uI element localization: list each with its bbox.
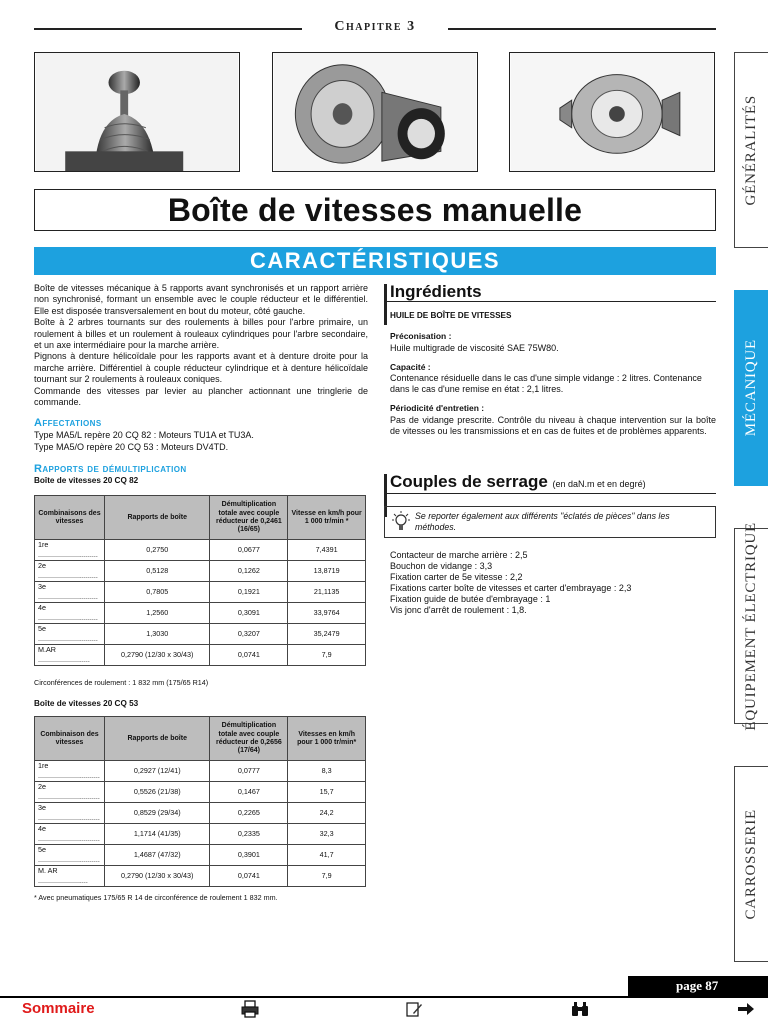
binoculars-icon[interactable] (570, 999, 590, 1019)
col-header: Rapports de boîte (104, 717, 209, 761)
chapter-title: Chapitre 3 (334, 19, 416, 34)
list-item: Vis jonc d'arrêt de roulement : 1,8. (390, 604, 527, 615)
differential-photo (509, 52, 715, 172)
torque-list (384, 550, 716, 616)
ingredient-label: Préconisation : (390, 331, 452, 342)
list-item: Contacteur de marche arrière : 2,5 (390, 549, 528, 560)
page-title-box (34, 189, 716, 231)
clutch-assembly-photo (272, 52, 478, 172)
couples-header (384, 473, 716, 494)
oil-subheading: HUILE DE BOÎTE DE VITESSES (390, 311, 512, 320)
ingredient-label: Capacité : (390, 361, 431, 372)
left-column (34, 283, 368, 902)
table-row: 4e ............................... 1,1714 (41/35) 0,2335 32,3 (35, 824, 366, 845)
couples-heading-line (390, 473, 716, 493)
ingredients-heading: Ingrédients (390, 282, 482, 301)
table-row: 3e .............................. 0,7805 0,1921 21,1135 (35, 582, 366, 603)
table-row: M.AR .......................... 0,2790 (12/30 x 30/43) 0,0741 7,9 (35, 645, 366, 666)
gear-ratio-table-53 (34, 716, 366, 887)
col-header: Vitesses en km/h pour 1 000 tr/min* (288, 717, 366, 761)
intro-paragraph: Boîte de vitesses mécanique à 5 rapports avant synchronisés et un rapport arrière non synchronisé, formant un ensemble avec le couple réducteur et le différentiel. Elle est disposée transversalement en bout du moteur, côté gauche. (34, 283, 368, 316)
col-header: Rapports de boîte (104, 496, 209, 540)
ingredient-text: Huile multigrade de viscosité SAE 75W80. (390, 342, 559, 353)
chapter-rule-left (34, 28, 302, 30)
list-item: Fixations carter boîte de vitesses et carter d'embrayage : 2,3 (390, 582, 632, 593)
list-item: Fixation carter de 5e vitesse : 2,2 (390, 571, 523, 582)
col-header: Démultiplication totale avec couple réducteur de 0,2656 (17/64) (210, 717, 288, 761)
page-title: Boîte de vitesses manuelle (167, 191, 583, 228)
table-row: 2e .............................. 0,5128 0,1262 13,8719 (35, 561, 366, 582)
ingredient-text: Pas de vidange prescrite. Contrôle du niveau à chaque intervention sur la boîte de vitesses ou les transmissions et en cas de fuites et de problèmes apparents. (390, 414, 716, 436)
table-row: 5e ............................... 1,4687 (47/32) 0,3901 41,7 (35, 845, 366, 866)
torque-note (384, 506, 716, 538)
tab-carrosserie[interactable]: CARROSSERIE (734, 766, 768, 962)
couples-heading: Couples de serrage (390, 471, 548, 491)
ingredients-body (384, 331, 716, 436)
col-header: Combinaisons des vitesses (35, 496, 105, 540)
table2-caption: Boîte de vitesses 20 CQ 53 (34, 699, 139, 709)
table-row: 1re ............................... 0,2927 (12/41) 0,0777 8,3 (35, 761, 366, 782)
tab-generalites[interactable]: GÉNÉRALITÉS (734, 52, 768, 248)
torque-note-text: Se reporter également aux différents "éclatés de pièces" dans les méthodes. (415, 510, 670, 532)
ingredient-text: Contenance résiduelle dans le cas d'une simple vidange : 2 litres. Contenance dans le cas d'une remise en état : 2,1 litres. (390, 373, 702, 395)
footer-rule (0, 996, 768, 998)
intro-paragraph: Commande des vitesses par levier au plancher actionnant une tringlerie de commande. (34, 385, 368, 408)
intro-paragraph: Boîte à 2 arbres tournants sur des roulements à billes pour l'arbre primaire, un roulement à billes et un roulement à rouleaux cylindriques pour l'arbre secondaire, et un axe intermédiaire pour la marche arrière. (34, 317, 368, 351)
table-row: 2e ............................... 0,5526 (21/38) 0,1467 15,7 (35, 782, 366, 803)
sommaire-link[interactable]: Sommaire (22, 1000, 95, 1017)
table-row: 3e ............................... 0,8529 (29/34) 0,2265 24,2 (35, 803, 366, 824)
couples-unit: (en daN.m et en degré) (552, 478, 646, 489)
intro-paragraph: Pignons à denture hélicoïdale pour les rapports avant et à denture droite pour la marche arrière. Différentiel à couple réducteur cylindrique et à denture hélicoïdale tournant sur 2 roulements à rouleaux coniques. (34, 351, 368, 385)
right-column (384, 283, 716, 616)
rapports-heading: Rapports de démultiplication (34, 463, 187, 476)
affectations-heading: Affectations (34, 417, 102, 430)
table-row: 1re .............................. 0,2750 0,0677 7,4391 (35, 540, 366, 561)
table-row: 5e .............................. 1,3030 0,3207 35,2479 (35, 624, 366, 645)
list-item: Bouchon de vidange : 3,3 (390, 560, 493, 571)
col-header: Combinaison des vitesses (35, 717, 105, 761)
chapter-rule-right (448, 28, 716, 30)
tab-mecanique[interactable]: MÉCANIQUE (734, 290, 768, 486)
printer-icon[interactable] (240, 999, 260, 1019)
affectation-line: Type MA5/L repère 20 CQ 82 : Moteurs TU1A et TU3A. (34, 430, 254, 441)
table-row: 4e .............................. 1,2560 0,3091 33,9764 (35, 603, 366, 624)
col-header: Démultiplication totale avec couple réducteur de 0,2461 (16/65) (210, 496, 288, 540)
gear-lever-photo (34, 52, 240, 172)
table1-note: Circonférences de roulement : 1 832 mm (175/65 R14) (34, 678, 209, 688)
ingredients-header (384, 283, 716, 302)
list-item: Fixation guide de butée d'embrayage : 1 (390, 593, 551, 604)
section-banner: CARACTÉRISTIQUES (34, 247, 716, 275)
affectation-line: Type MA5/O repère 20 CQ 53 : Moteurs DV4TD. (34, 441, 229, 452)
tab-equipement-electrique[interactable]: ÉQUIPEMENT ÉLECTRIQUE (734, 528, 768, 724)
edit-icon[interactable] (404, 999, 424, 1019)
col-header: Vitesse en km/h pour 1 000 tr/min * (288, 496, 366, 540)
gear-ratio-table-82 (34, 495, 366, 666)
table-row: M. AR ......................... 0,2790 (12/30 x 30/43) 0,0741 7,9 (35, 866, 366, 887)
lightbulb-icon (391, 510, 411, 534)
arrow-right-icon[interactable] (736, 999, 756, 1019)
page-number: page 87 (628, 976, 768, 996)
table1-caption: Boîte de vitesses 20 CQ 82 (34, 476, 139, 486)
ingredient-label: Périodicité d'entretien : (390, 403, 485, 414)
table2-note: * Avec pneumatiques 175/65 R 14 de circonférence de roulement 1 832 mm. (34, 893, 278, 903)
